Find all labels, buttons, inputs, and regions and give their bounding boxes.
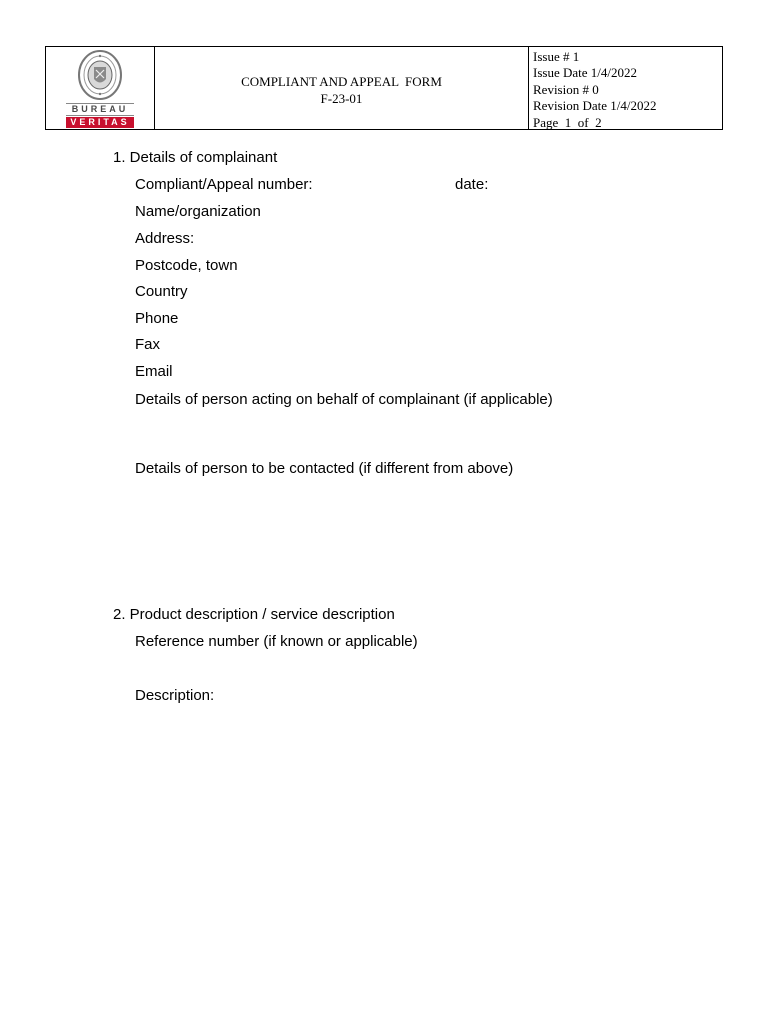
country-label: Country [135, 283, 188, 300]
phone-label: Phone [135, 310, 179, 327]
section-2-heading: 2. Product description / service description [113, 606, 395, 623]
logo-veritas-text: VERITAS [66, 117, 134, 128]
description-label: Description: [135, 687, 215, 704]
page-number: Page 1 of 2 [533, 114, 602, 130]
issue-date: Issue Date 1/4/2022 [533, 65, 637, 81]
reference-number-label: Reference number (if known or applicable) [135, 633, 418, 650]
form-header [45, 46, 723, 130]
issue-number: Issue # 1 [533, 49, 580, 64]
appeal-number-label: Compliant/Appeal number: [135, 176, 313, 193]
logo-cell [46, 47, 155, 129]
revision-date: Revision Date 1/4/2022 [533, 98, 657, 114]
form-title: COMPLIANT AND APPEAL FORM [241, 74, 442, 89]
seal-icon [76, 49, 124, 101]
email-label: Email [135, 363, 173, 380]
postcode-town-label: Postcode, town [135, 257, 238, 274]
fax-label: Fax [135, 336, 161, 353]
document-meta [529, 47, 722, 129]
logo-bureau-text: BUREAU [66, 103, 134, 116]
form-code: F-23-01 [320, 91, 363, 106]
revision-number: Revision # 0 [533, 81, 599, 97]
behalf-person-label: Details of person acting on behalf of complainant (if applicable) [135, 391, 553, 408]
section-1-heading: 1. Details of complainant [113, 149, 278, 166]
title-cell [155, 47, 529, 129]
bureau-veritas-logo [65, 49, 135, 128]
contact-person-label: Details of person to be contacted (if different from above) [135, 460, 514, 477]
name-organization-label: Name/organization [135, 203, 261, 220]
address-label: Address: [135, 230, 195, 247]
date-label: date: [455, 176, 489, 193]
